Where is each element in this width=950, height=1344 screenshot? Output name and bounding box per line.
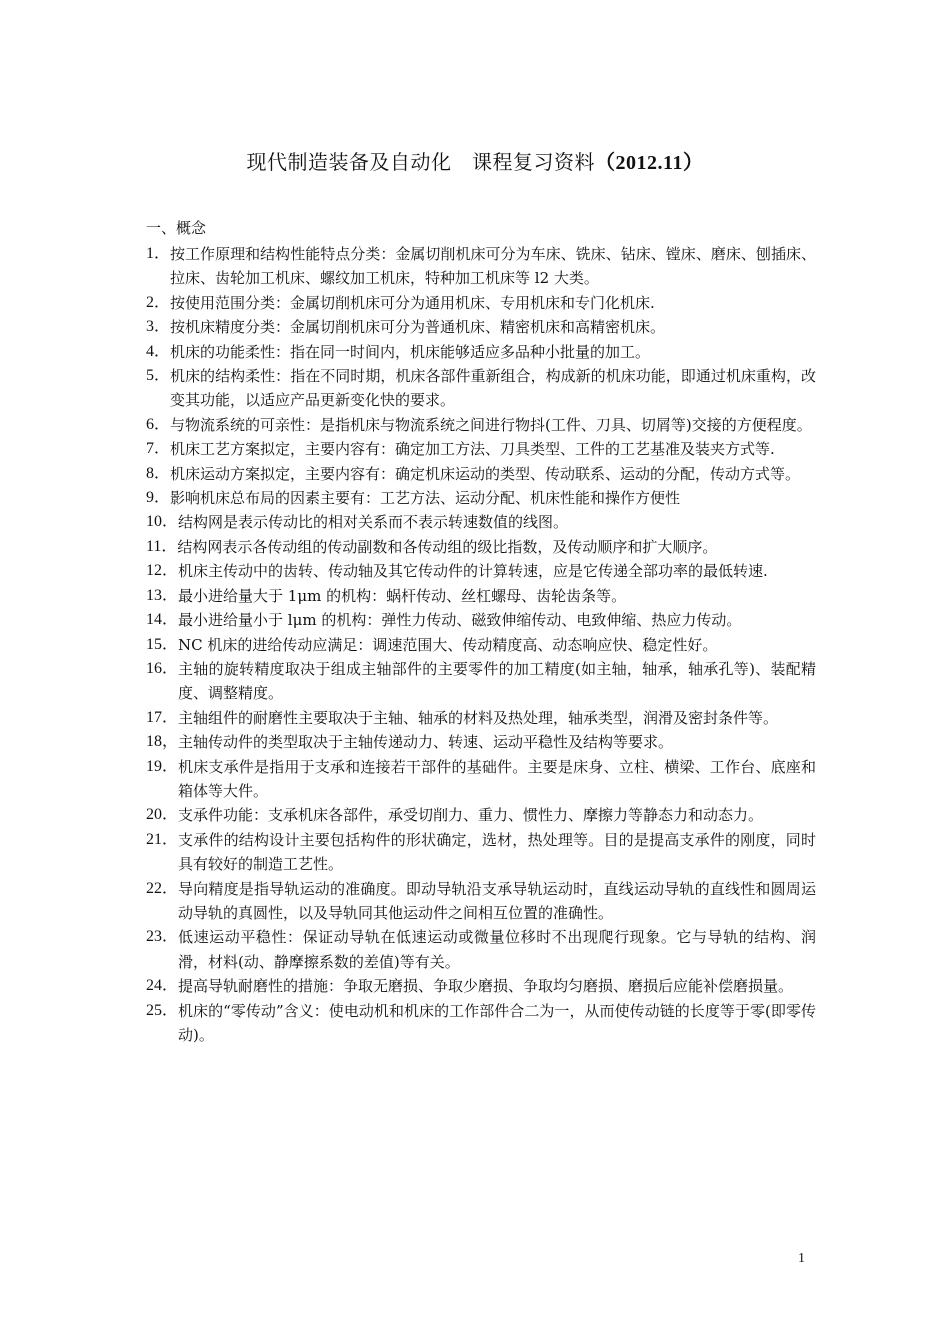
title-year: （2012.11） (595, 152, 704, 174)
item-number: 13． (146, 586, 179, 604)
item-text: 支承件功能：支承机床各部件，承受切削力、重力、惯性力、摩擦力等静态力和动态力。 (178, 806, 764, 825)
item-text: 主轴组件的耐磨性主要取决于主轴、轴承的材料及热处理，轴承类型，润滑及密封条件等。 (178, 708, 779, 727)
item-text: 机床工艺方案拟定，主要内容有：确定加工方法、刀具类型、工件的工艺基准及装夹方式等. (170, 440, 775, 459)
item-text: 影响机床总布局的因素主要有：工艺方法、运动分配、机床性能和操作方便性 (170, 489, 681, 508)
item-text: 机床的“零传动”含义：使电动机和机床的工作部件合二为一，从而使传动链的长度等于零(即零传动)。 (178, 1001, 816, 1044)
item-number: 11． (146, 537, 178, 555)
list-item (146, 608, 816, 632)
list-item (146, 657, 816, 706)
title-text: 现代制造装备及自动化 课程复习资料 (246, 150, 596, 174)
list-item (146, 340, 816, 364)
list-item (146, 999, 816, 1048)
list-item (146, 510, 816, 534)
list-item (146, 925, 816, 974)
item-number: 12． (146, 562, 179, 580)
list-item (146, 437, 816, 461)
item-number: 17． (146, 708, 179, 726)
concept-list (146, 242, 816, 1047)
item-text: 机床运动方案拟定，主要内容有：确定机床运动的类型、传动联系、运动的分配，传动方式等。 (170, 464, 801, 483)
item-number: 8． (146, 464, 171, 482)
item-number: 21． (146, 830, 179, 848)
item-number: 9． (146, 489, 171, 507)
list-item (146, 242, 816, 291)
list-item (146, 828, 816, 877)
item-number: 18， (146, 733, 179, 751)
list-item (146, 413, 816, 437)
section-heading: 一、概念 (146, 219, 207, 237)
item-number: 22． (146, 879, 179, 897)
list-item (146, 730, 816, 754)
item-number: 25． (146, 1001, 179, 1019)
list-item (146, 755, 816, 804)
item-text: 机床主传动中的齿转、传动轴及其它传动件的计算转速，应是它传递全部功率的最低转速. (178, 562, 768, 581)
item-text: 结构网表示各传动组的传动副数和各传动组的级比指数，及传动顺序和扩大顺序。 (177, 537, 718, 556)
item-number: 7． (146, 440, 171, 458)
item-text: 主轴的旋转精度取决于组成主轴部件的主要零件的加工精度(如主轴，轴承，轴承孔等)、装配精度、调整精度。 (178, 659, 816, 703)
item-text: 按使用范围分类：金属切削机床可分为通用机床、专用机床和专门化机床. (170, 293, 655, 312)
item-number: 24． (146, 977, 179, 995)
document-title (0, 146, 950, 175)
list-item (146, 291, 816, 315)
list-item (146, 486, 816, 510)
item-number: 5． (146, 367, 171, 385)
item-text: 与物流系统的可亲性：是指机床与物流系统之间进行物抖(工件、刀具、切屑等)交接的方便程度。 (170, 415, 812, 434)
item-number: 10． (146, 513, 179, 531)
item-text: 最小进给量小于 lμm 的机构：弹性力传动、磁致伸缩传动、电致伸缩、热应力传动。 (178, 611, 742, 630)
list-item (146, 462, 816, 486)
list-item (146, 364, 816, 413)
item-number: 16． (146, 659, 179, 677)
item-text: 按工作原理和结构性能特点分类：金属切削机床可分为车床、铣床、钻床、镗床、磨床、刨插床、拉床、齿轮加工机床、螺纹加工机床，特种加工机床等 l2 大类。 (170, 245, 816, 288)
item-text: 最小进给量大于 1μm 的机构：蜗杆传动、丝杠螺母、齿轮齿条等。 (178, 586, 627, 605)
list-item (146, 559, 816, 583)
item-text: 机床的功能柔性：指在同一时间内，机床能够适应多品种小批量的加工。 (170, 342, 651, 361)
item-text: 结构网是表示传动比的相对关系而不表示转速数值的线图。 (178, 513, 569, 532)
item-text: 机床的结构柔性：指在不同时期，机床各部件重新组合，构成新的机床功能，即通过机床重构，改变其功能，以适应产品更新变化快的要求。 (170, 367, 816, 410)
item-number: 14． (146, 611, 179, 629)
item-text: 按机床精度分类：金属切削机床可分为普通机床、精密机床和高精密机床。 (170, 318, 666, 337)
item-number: 20． (146, 806, 179, 824)
list-item (146, 706, 816, 730)
item-number: 3． (146, 318, 171, 336)
list-item (146, 315, 816, 339)
list-item (146, 803, 816, 827)
item-text: 导向精度是指导轨运动的准确度。即动导轨沿支承导轨运动时，直线运动导轨的直线性和圆周运动导轨的真圆性，以及导轨同其他运动件之间相互位置的准确性。 (178, 879, 816, 922)
item-text: 机床支承件是指用于支承和连接若干部件的基础件。主要是床身、立柱、横梁、工作台、底座和箱体等大件。 (178, 757, 816, 800)
list-item (146, 633, 816, 657)
item-text: 主轴传动件的类型取决于主轴传递动力、转速、运动平稳性及结构等要求。 (178, 733, 674, 752)
page-number: 1 (798, 1251, 805, 1266)
item-number: 2． (146, 293, 171, 311)
item-text: 提高导轨耐磨性的措施：争取无磨损、争取少磨损、争取均匀磨损、磨损后应能补偿磨损量。 (178, 977, 794, 996)
item-number: 23． (146, 928, 179, 946)
item-number: 19． (146, 757, 179, 775)
item-text: NC 机床的进给传动应满足：调速范围大、传动精度高、动态响应快、稳定性好。 (178, 635, 718, 654)
list-item (146, 877, 816, 926)
item-text: 支承件的结构设计主要包括构件的形状确定，选材，热处理等。目的是提高支承件的刚度，同时具有较好的制造工艺性。 (178, 830, 816, 874)
item-number: 6． (146, 415, 171, 433)
list-item (146, 584, 816, 608)
item-text: 低速运动平稳性：保证动导轨在低速运动或微量位移时不出现爬行现象。它与导轨的结构、润滑，材料(动、静摩擦系数的差值)等有关。 (178, 928, 816, 971)
list-item (146, 535, 816, 559)
list-item (146, 974, 816, 998)
item-number: 4． (146, 342, 171, 360)
item-number: 1． (146, 245, 171, 262)
item-number: 15． (146, 635, 179, 653)
